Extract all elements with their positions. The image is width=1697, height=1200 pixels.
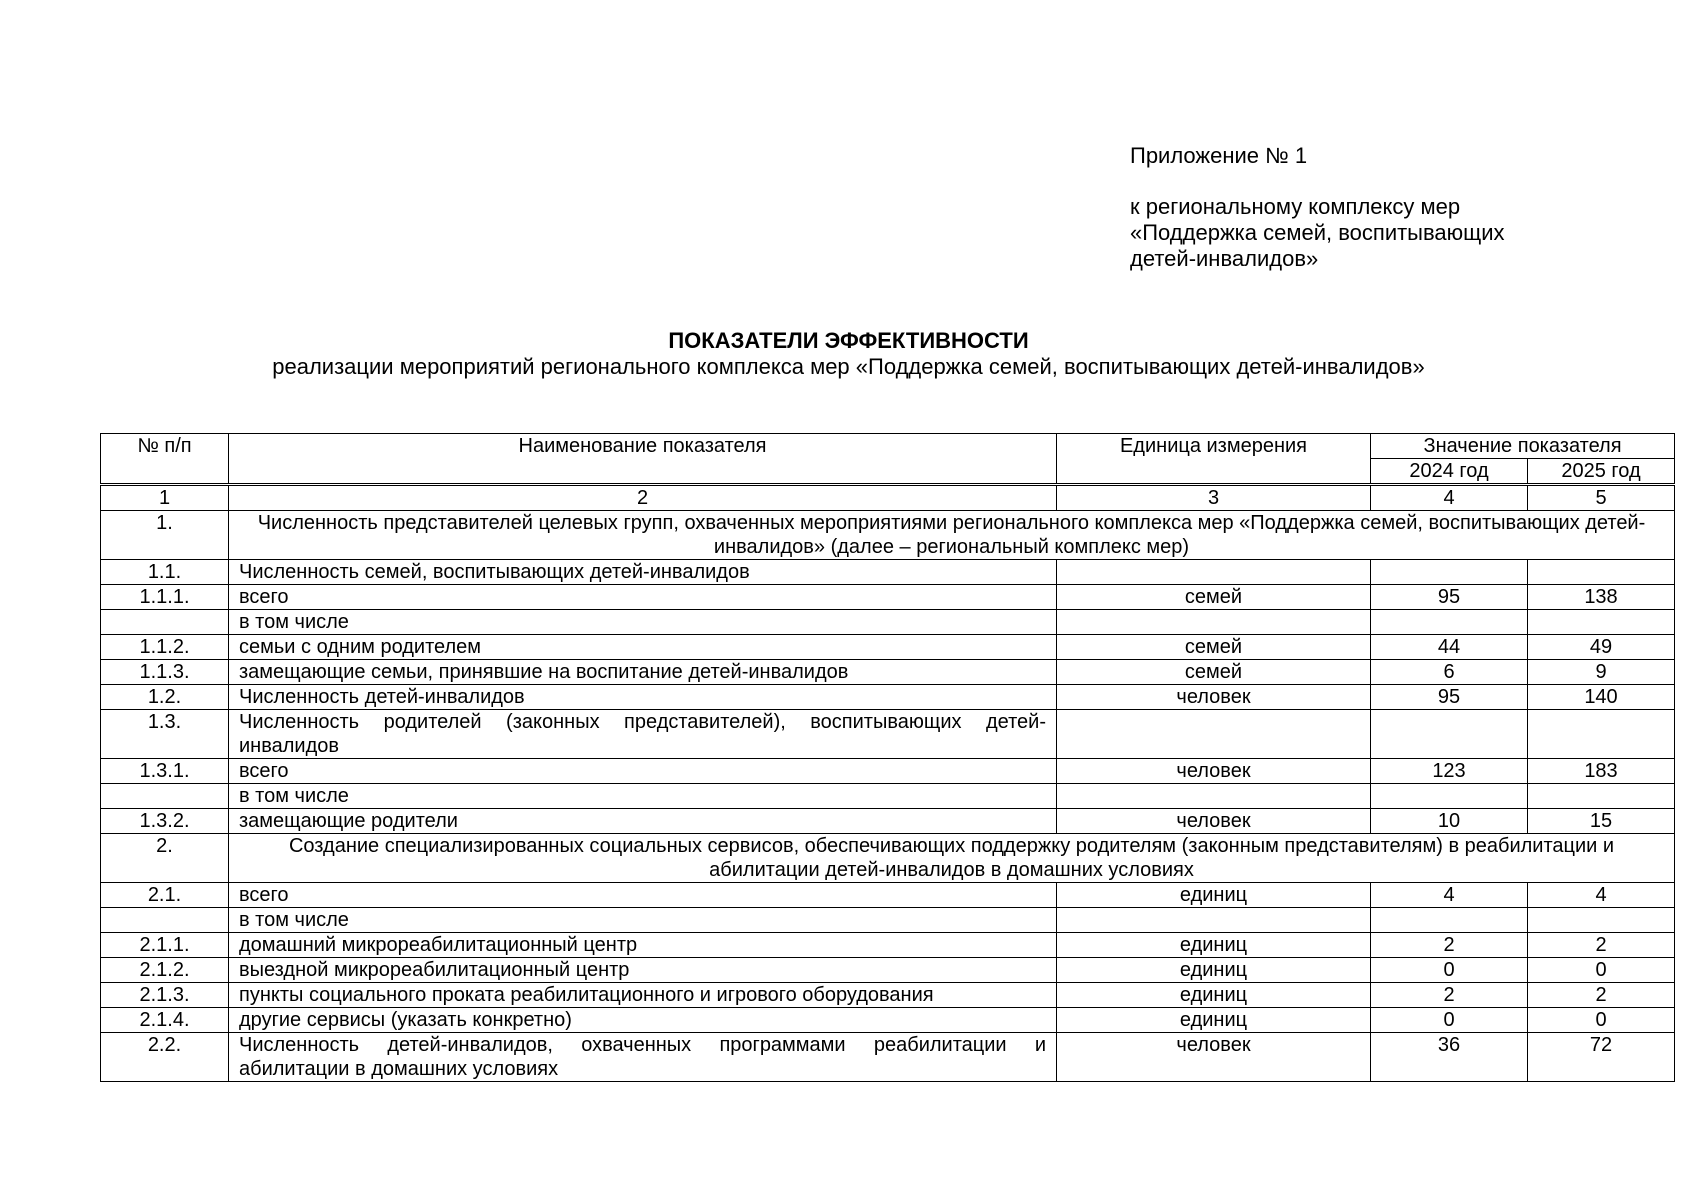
value-2025: [1528, 784, 1675, 809]
column-numbers-row: [101, 485, 1675, 511]
indicators-table: [100, 433, 1675, 1082]
value-2024: [1371, 784, 1528, 809]
unit-cell: семей: [1057, 660, 1371, 685]
indicator-name: семьи с одним родителем: [229, 635, 1057, 660]
value-2024: 44: [1371, 635, 1528, 660]
table-row: [101, 809, 1675, 834]
table-row: [101, 1033, 1675, 1082]
row-number: 1.1.2.: [101, 635, 229, 660]
header-unit: Единица измерения: [1057, 434, 1371, 485]
value-2025: 0: [1528, 1008, 1675, 1033]
section-title: Численность представителей целевых групп, охваченных мероприятиями регионального комплекса мер «Поддержка семей, воспитывающих детей-инвалидов» (далее – региональный комплекс мер): [229, 511, 1675, 560]
row-number: 2.1.1.: [101, 933, 229, 958]
value-2024: 123: [1371, 759, 1528, 784]
table-header-row: [101, 434, 1675, 459]
value-2025: 4: [1528, 883, 1675, 908]
unit-cell: человек: [1057, 759, 1371, 784]
row-number: 1.3.: [101, 710, 229, 759]
appendix-line-2: «Поддержка семей, воспитывающих: [1130, 220, 1505, 245]
column-number: 4: [1371, 485, 1528, 511]
value-2024: [1371, 560, 1528, 585]
indicator-name: Численность родителей (законных представителей), воспитывающих детей-инвалидов: [229, 710, 1057, 759]
indicator-name: в том числе: [229, 610, 1057, 635]
unit-cell: единиц: [1057, 933, 1371, 958]
indicator-name: домашний микрореабилитационный центр: [229, 933, 1057, 958]
value-2025: 140: [1528, 685, 1675, 710]
indicator-name: в том числе: [229, 784, 1057, 809]
section-title: Создание специализированных социальных сервисов, обеспечивающих поддержку родителям (законным представителям) в реабилитации и абилитации детей-инвалидов в домашних условиях: [229, 834, 1675, 883]
column-number: 2: [229, 485, 1057, 511]
unit-cell: человек: [1057, 809, 1371, 834]
value-2024: [1371, 908, 1528, 933]
value-2025: 15: [1528, 809, 1675, 834]
value-2025: 0: [1528, 958, 1675, 983]
table-row: [101, 685, 1675, 710]
row-number: 1.1.1.: [101, 585, 229, 610]
row-number: 2.: [101, 834, 229, 883]
value-2025: 49: [1528, 635, 1675, 660]
document-subtitle: реализации мероприятий регионального комплекса мер «Поддержка семей, воспитывающих детей-инвалидов»: [272, 354, 1425, 379]
unit-cell: [1057, 610, 1371, 635]
value-2024: 6: [1371, 660, 1528, 685]
appendix-block: [1130, 143, 1505, 272]
title-block: [0, 328, 1697, 380]
indicator-name: всего: [229, 585, 1057, 610]
value-2024: 2: [1371, 983, 1528, 1008]
unit-cell: [1057, 560, 1371, 585]
row-number: 1.1.: [101, 560, 229, 585]
value-2025: 2: [1528, 983, 1675, 1008]
document-title: ПОКАЗАТЕЛИ ЭФФЕКТИВНОСТИ: [668, 328, 1029, 353]
indicator-name: замещающие семьи, принявшие на воспитание детей-инвалидов: [229, 660, 1057, 685]
row-number: 2.1.3.: [101, 983, 229, 1008]
value-2025: [1528, 908, 1675, 933]
row-number: 1.3.1.: [101, 759, 229, 784]
indicator-name: всего: [229, 883, 1057, 908]
table-row: [101, 660, 1675, 685]
row-number: 1.1.3.: [101, 660, 229, 685]
value-2025: [1528, 560, 1675, 585]
section-row: [101, 834, 1675, 883]
appendix-line-3: детей-инвалидов»: [1130, 246, 1319, 271]
value-2024: 2: [1371, 933, 1528, 958]
header-value: Значение показателя: [1371, 434, 1675, 459]
row-number: 1.: [101, 511, 229, 560]
unit-cell: семей: [1057, 635, 1371, 660]
column-number: 5: [1528, 485, 1675, 511]
indicator-name: выездной микрореабилитационный центр: [229, 958, 1057, 983]
indicator-name: другие сервисы (указать конкретно): [229, 1008, 1057, 1033]
table-row: [101, 958, 1675, 983]
value-2025: 138: [1528, 585, 1675, 610]
table-row: [101, 933, 1675, 958]
value-2025: 183: [1528, 759, 1675, 784]
unit-cell: единиц: [1057, 1008, 1371, 1033]
value-2024: 95: [1371, 685, 1528, 710]
table-row: [101, 610, 1675, 635]
unit-cell: человек: [1057, 1033, 1371, 1082]
unit-cell: единиц: [1057, 983, 1371, 1008]
value-2025: [1528, 710, 1675, 759]
row-number: 2.2.: [101, 1033, 229, 1082]
appendix-number: Приложение № 1: [1130, 143, 1308, 168]
value-2025: 2: [1528, 933, 1675, 958]
table-row: [101, 710, 1675, 759]
appendix-line-1: к региональному комплексу мер: [1130, 194, 1461, 219]
header-num: № п/п: [101, 434, 229, 485]
indicator-name: всего: [229, 759, 1057, 784]
table-row: [101, 585, 1675, 610]
row-number: 2.1.4.: [101, 1008, 229, 1033]
unit-cell: [1057, 784, 1371, 809]
row-number: 2.1.: [101, 883, 229, 908]
value-2024: 0: [1371, 1008, 1528, 1033]
row-number: 1.2.: [101, 685, 229, 710]
value-2025: 9: [1528, 660, 1675, 685]
column-number: 3: [1057, 485, 1371, 511]
section-row: [101, 511, 1675, 560]
unit-cell: единиц: [1057, 883, 1371, 908]
value-2024: [1371, 610, 1528, 635]
row-number: 2.1.2.: [101, 958, 229, 983]
value-2024: [1371, 710, 1528, 759]
table-row: [101, 983, 1675, 1008]
unit-cell: [1057, 710, 1371, 759]
table-row: [101, 560, 1675, 585]
value-2024: 0: [1371, 958, 1528, 983]
value-2024: 4: [1371, 883, 1528, 908]
indicator-name: замещающие родители: [229, 809, 1057, 834]
header-year-2024: 2024 год: [1371, 459, 1528, 485]
table-row: [101, 1008, 1675, 1033]
table-row: [101, 908, 1675, 933]
indicator-name: Численность детей-инвалидов, охваченных программами реабилитации и абилитации в домашних условиях: [229, 1033, 1057, 1082]
column-number: 1: [101, 485, 229, 511]
indicator-name: в том числе: [229, 908, 1057, 933]
value-2024: 10: [1371, 809, 1528, 834]
unit-cell: единиц: [1057, 958, 1371, 983]
value-2024: 36: [1371, 1033, 1528, 1082]
table-row: [101, 759, 1675, 784]
row-number: 1.3.2.: [101, 809, 229, 834]
unit-cell: человек: [1057, 685, 1371, 710]
value-2025: [1528, 610, 1675, 635]
table-row: [101, 883, 1675, 908]
row-number: [101, 784, 229, 809]
value-2024: 95: [1371, 585, 1528, 610]
unit-cell: семей: [1057, 585, 1371, 610]
table-row: [101, 635, 1675, 660]
row-number: [101, 610, 229, 635]
indicator-name: пункты социального проката реабилитационного и игрового оборудования: [229, 983, 1057, 1008]
header-name: Наименование показателя: [229, 434, 1057, 485]
value-2025: 72: [1528, 1033, 1675, 1082]
row-number: [101, 908, 229, 933]
indicator-name: Численность детей-инвалидов: [229, 685, 1057, 710]
table-row: [101, 784, 1675, 809]
indicator-name: Численность семей, воспитывающих детей-инвалидов: [229, 560, 1057, 585]
header-year-2025: 2025 год: [1528, 459, 1675, 485]
unit-cell: [1057, 908, 1371, 933]
